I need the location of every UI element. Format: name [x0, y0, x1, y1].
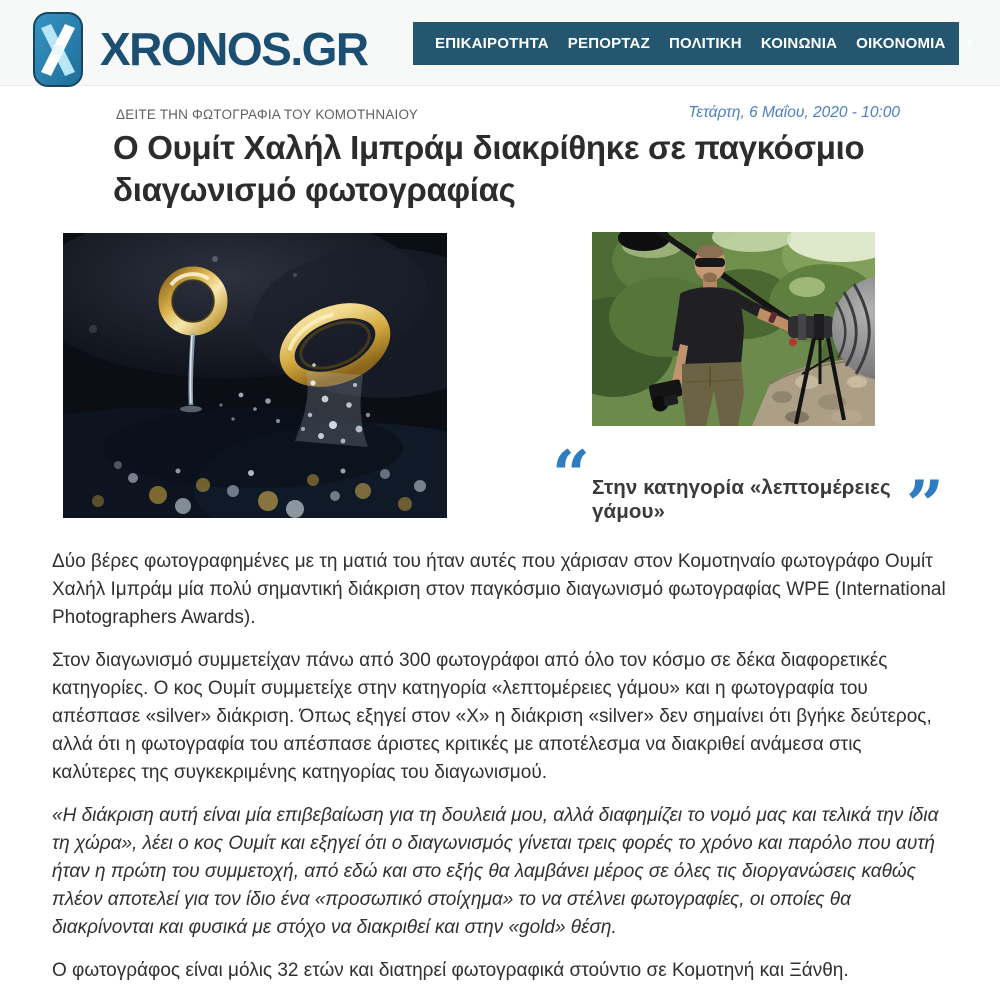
paragraph-2: Στον διαγωνισμό συμμετείχαν πάνω από 300 φωτογράφοι από όλο τον κόσμο σε δέκα διαφορετικές κατηγορίες. Ο κος Ουμίτ συμμετείχε στην κατηγορία «λεπτομέρειες γάμου» και η φωτογραφία του απέσπασε «silver» διάκριση. Όπως εξηγεί στον «Χ» η διάκριση «silver» δεν σημαίνει ότι βγήκε δεύτερος, αλλά ότι η φωτογραφία του απέσπασε άριστες κριτικές με αποτέλεσμα να διακριθεί ανάμεσα στις καλύτερες της συγκεκριμένης κατηγορίας του διαγωνισμού. [52, 650, 932, 783]
nav-item-oikonomia[interactable]: ΟΙΚΟΝΟΜΙΑ [856, 35, 946, 52]
chevron-down-icon[interactable]: ▼ [964, 37, 976, 49]
article-date: Τετάρτη, 6 Μαΐου, 2020 - 10:00 [688, 104, 900, 121]
nav-item-politiki[interactable]: ΠΟΛΙΤΙΚΗ [668, 35, 742, 52]
pull-quote [552, 436, 944, 544]
photographer-photo [592, 232, 875, 426]
site-logo[interactable] [33, 12, 368, 87]
site-header [0, 0, 1000, 86]
nav-item-koinonia[interactable]: ΚΟΙΝΩΝΙΑ [760, 35, 838, 52]
paragraph-1: Δύο βέρες φωτογραφημένες με τη ματιά του ήταν αυτές που χάρισαν στον Κομοτηναίο φωτογράφο Ουμίτ Χαλήλ Ιμπράμ μία πολύ σημαντική διάκριση στον παγκόσμιο διαγωνισμό φωτογραφίας WPE (International Photographers Awards). [52, 551, 946, 628]
paragraph-4: Ο φωτογράφος είναι μόλις 32 ετών και διατηρεί φωτογραφικά στούντιο σε Κομοτηνή και Ξάνθη. [52, 960, 849, 981]
close-quote-icon: ” [906, 466, 944, 544]
pull-quote-text: Στην κατηγορία «λεπτομέρειες γάμου» [592, 476, 891, 523]
xronos-x-logo-icon [33, 12, 83, 87]
nav-item-reportaz[interactable]: ΡΕΠΟΡΤΑΖ [567, 35, 650, 52]
article-title: Ο Ουμίτ Χαλήλ Ιμπράμ διακρίθηκε σε παγκόσμιο διαγωνισμό φωτογραφίας [113, 129, 865, 208]
main-nav [413, 22, 976, 65]
paragraph-3-quote: «Η διάκριση αυτή είναι μία επιβεβαίωση για τη δουλειά μου, αλλά διαφημίζει το νομό μας και τελικά την ίδια τη χώρα», λέει ο κος Ουμίτ και εξηγεί ότι ο διαγωνισμός γίνεται τρεις φορές το χρόνο και παρόλο που αυτή ήταν η πρώτη του συμμετοχή, από εδώ και στο εξής θα λαμβάνει μέρος σε όλες τις διοργανώσεις καθώς πλέον αποτελεί για τον ίδιο ένα «προσωπικό στοίχημα» το να στέλνει φωτογραφίες, οι οποίες θα διακρίνονται και φυσικά με στόχο να διακριθεί και στην «gold» θέση. [52, 805, 939, 938]
open-quote-icon: “ [552, 436, 590, 514]
article-body [52, 548, 948, 1000]
nav-item-epikairotita[interactable]: ΕΠΙΚΑΙΡΟΤΗΤΑ [435, 35, 549, 52]
article-kicker: ΔΕΙΤΕ ΤΗΝ ΦΩΤΟΓΡΑΦΙΑ ΤΟΥ ΚΟΜΟΤΗΝΑΙΟΥ [116, 107, 418, 122]
site-logo-text: XRONOS.GR [100, 23, 368, 75]
wedding-rings-photo [63, 233, 447, 518]
